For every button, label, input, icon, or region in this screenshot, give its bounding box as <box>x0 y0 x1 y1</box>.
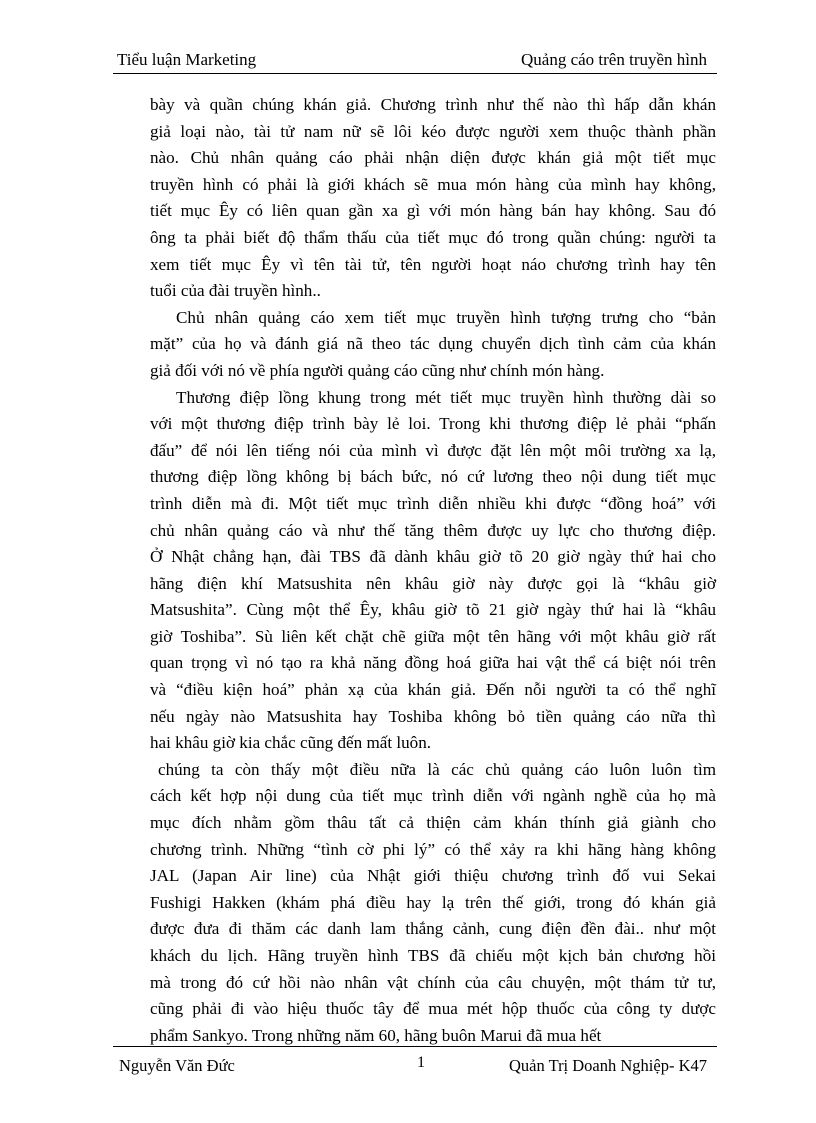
text-line: trình diễn mà đi. Một tiết mục trình diễn nhiều khi được “đồng hoá” với <box>150 493 716 513</box>
text-line: tuổi của đài truyền hình.. <box>150 281 321 301</box>
text-line: nào. Chủ nhân quảng cáo phải nhận diện được khán giả một tiết mục <box>150 148 716 168</box>
page-header <box>113 48 717 74</box>
header-title-right: Quảng cáo trên truyền hình <box>521 50 707 69</box>
text-line: Chủ nhân quảng cáo xem tiết mục truyền hình tượng trưng cho “bản <box>176 307 716 327</box>
text-line: Matsushita”. Cùng một thể Êy, khâu giờ tõ 21 giờ ngày thứ hai là “khâu <box>150 600 716 620</box>
text-line: bày và quần chúng khán giả. Chương trình như thế nào thì hấp dẫn khán <box>150 95 716 114</box>
text-line: ông ta phải biết độ thẩm thấu của tiết mục đó trong quần chúng: người ta <box>150 227 716 247</box>
text-line: phẩm Sankyo. Trong những năm 60, hãng buôn Marui đã mua hết <box>150 1025 602 1045</box>
page-footer <box>113 1046 717 1086</box>
text-line: truyền hình có phải là giới khách sẽ mua món hàng của mình hay không, <box>150 174 716 194</box>
text-line: và “điều kiện hoá” phản xạ của khán giả. Đến nỗi người ta có thể nghĩ <box>150 680 716 700</box>
text-line: chủ nhân quảng cáo và như thế tăng thêm được uy lực cho thương điệp. <box>150 520 716 540</box>
text-line: JAL (Japan Air line) của Nhật giới thiệu chương trình đố vui Sekai <box>150 866 716 886</box>
header-rule <box>113 73 717 74</box>
text-line: hai khâu giờ kia chắc cũng đến mất luôn. <box>150 733 432 753</box>
footer-course: Quản Trị Doanh Nghiệp- K47 <box>509 1056 707 1075</box>
text-line: quan trọng vì nó tạo ra khả năng đồng hoá giữa hai vật thể cá biệt nói trên <box>150 653 716 673</box>
text-line: xem tiết mục Êy vì tên tài tử, tên người hoạt náo chương trình hay tên <box>150 254 716 274</box>
text-line: mà trong đó cứ hồi nào nhân vật chính của câu chuyện, một thám tử tư, <box>150 972 716 992</box>
header-title-left: Tiểu luận Marketing <box>117 50 257 69</box>
text-line: cũng phải đi vào hiệu thuốc tây để mua mét hộp thuốc của công ty dược <box>150 999 716 1019</box>
page-number: 1 <box>417 1054 425 1071</box>
text-line: được đưa đi thăm các danh lam thắng cảnh, cung điện đền đài.. như một <box>150 919 716 939</box>
text-line: thương điệp lồng không bị bách bức, nó cứ lương theo nội dung tiết mục <box>150 467 716 487</box>
text-line: giả đối với nó về phía người quảng cáo cũng như chính món hàng. <box>150 360 605 380</box>
text-line: hãng điện khí Matsushita nên khâu giờ này được gọi là “khâu giờ <box>150 573 716 593</box>
text-line: đấu” để nói lên tiếng nói của mình vì được đặt lên một môi trường xa lạ, <box>150 440 716 460</box>
text-line: cách kết hợp nội dung của tiết mục trình diễn với ngành nghề của họ mà <box>150 786 716 806</box>
text-line: giờ Toshiba”. Sù liên kết chặt chẽ giữa một tên hãng với một khâu giờ rất <box>150 626 716 646</box>
text-line: mặt” của họ và đánh giá nã theo tác dụng chuyển dịch tình cảm của khán <box>150 334 716 354</box>
footer-rule <box>113 1046 717 1047</box>
text-line: nếu ngày nào Matsushita hay Toshiba không bỏ tiền quảng cáo nữa thì <box>150 706 716 726</box>
footer-author: Nguyễn Văn Đức <box>119 1056 235 1075</box>
text-line: Thương điệp lồng khung trong mét tiết mục truyền hình thường dài so <box>176 387 716 407</box>
body-text <box>150 92 716 1049</box>
text-line: mục đích nhằm gồm thâu tất cả thiện cảm khán thính giả giành cho <box>150 813 716 833</box>
text-line: chúng ta còn thấy một điều nữa là các chủ quảng cáo luôn luôn tìm <box>158 759 716 779</box>
text-line: chương trình. Những “tình cờ phi lý” có thể xảy ra khi hãng hàng không <box>150 839 716 859</box>
text-line: khách du lịch. Hãng truyền hình TBS đã chiếu một kịch bản chương hồi <box>150 946 716 965</box>
text-line: giả loại nào, tài tử nam nữ sẽ lôi kéo được người xem thuộc thành phần <box>150 121 716 141</box>
text-line: tiết mục Êy có liên quan gần xa gì với món hàng bán hay không. Sau đó <box>150 201 716 221</box>
text-line: Ở Nhật chẳng hạn, đài TBS đã dành khâu giờ tõ 20 giờ ngày thứ hai cho <box>150 547 716 567</box>
text-line: Fushigi Hakken (khám phá điều hay lạ trên thế giới, trong đó khán giả <box>150 892 716 912</box>
text-line: với một thương điệp trình bày lẻ loi. Trong khi thương điệp lẻ phải “phấn <box>150 414 716 434</box>
